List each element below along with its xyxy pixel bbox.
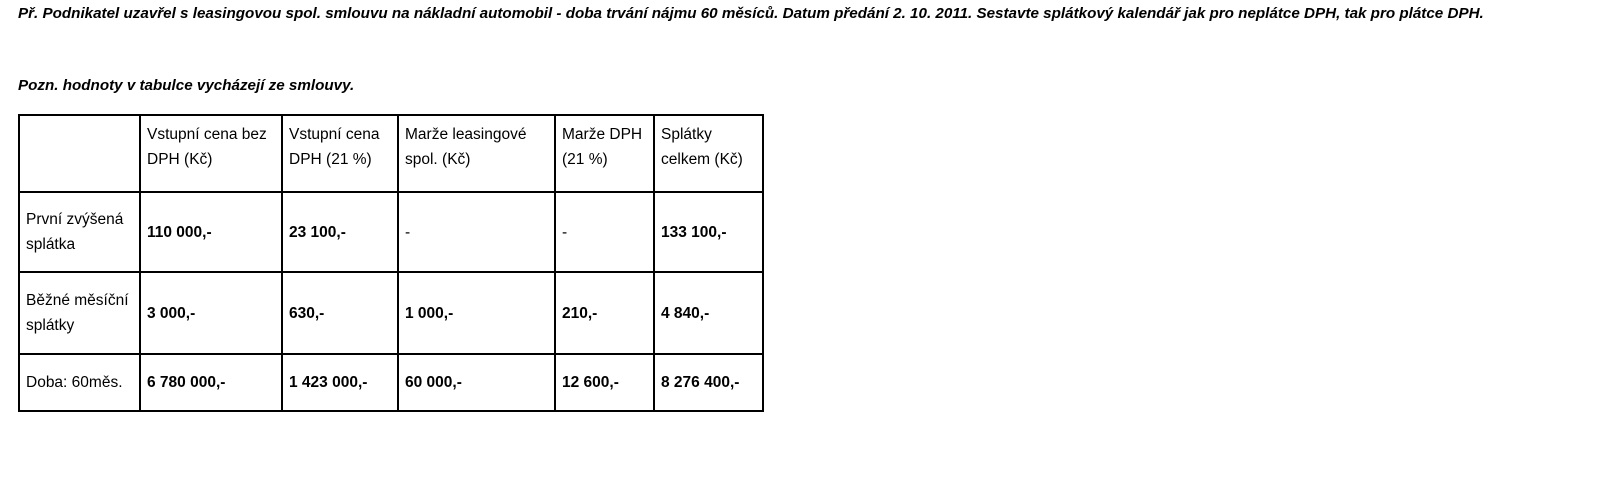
header-cell-leasing-margin: Marže leasingové spol. (Kč)	[398, 115, 555, 192]
table-cell: 210,-	[555, 272, 654, 354]
leasing-schedule-table	[18, 114, 764, 412]
table-row	[19, 272, 763, 354]
row-label: Doba: 60měs.	[19, 354, 140, 411]
table-cell: -	[398, 192, 555, 272]
header-cell-empty	[19, 115, 140, 192]
header-cell-price-without-vat: Vstupní cena bez DPH (Kč)	[140, 115, 282, 192]
table-cell: 110 000,-	[140, 192, 282, 272]
header-cell-total-payments: Splátky celkem (Kč)	[654, 115, 763, 192]
table-cell: 3 000,-	[140, 272, 282, 354]
table-header-row	[19, 115, 763, 192]
header-cell-margin-vat: Marže DPH (21 %)	[555, 115, 654, 192]
table-cell: 6 780 000,-	[140, 354, 282, 411]
row-label: Běžné měsíční splátky	[19, 272, 140, 354]
table-cell: 4 840,-	[654, 272, 763, 354]
table-row	[19, 192, 763, 272]
note-text: Pozn. hodnoty v tabulce vycházejí ze smlouvy.	[18, 77, 355, 94]
table-cell: 630,-	[282, 272, 398, 354]
table-cell: 8 276 400,-	[654, 354, 763, 411]
table-cell: 23 100,-	[282, 192, 398, 272]
table-cell: 133 100,-	[654, 192, 763, 272]
table-cell: 1 000,-	[398, 272, 555, 354]
table-row	[19, 354, 763, 411]
table-cell: -	[555, 192, 654, 272]
table-cell: 60 000,-	[398, 354, 555, 411]
table-cell: 1 423 000,-	[282, 354, 398, 411]
assignment-text: Př. Podnikatel uzavřel s leasingovou spol. smlouvu na nákladní automobil - doba trvání nájmu 60 měsíců. Datum předání 2. 10. 2011. Sestavte splátkový kalendář jak pro neplátce DPH, tak pro plátce DPH.	[18, 5, 1484, 22]
row-label: První zvýšená splátka	[19, 192, 140, 272]
header-cell-price-vat: Vstupní cena DPH (21 %)	[282, 115, 398, 192]
table-cell: 12 600,-	[555, 354, 654, 411]
